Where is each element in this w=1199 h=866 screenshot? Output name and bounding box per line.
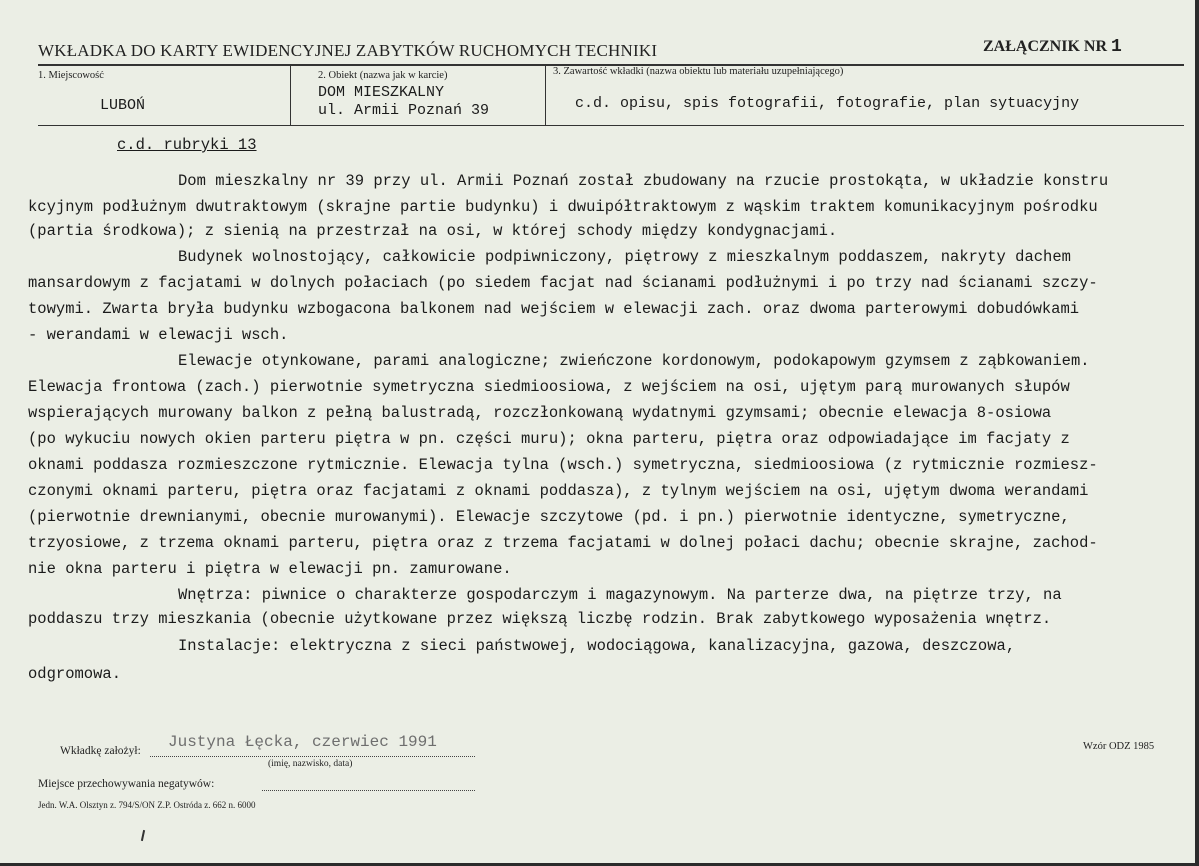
section-heading: c.d. rubryki 13	[117, 136, 257, 154]
form-reference: Wzór ODZ 1985	[1083, 741, 1155, 752]
body-line: oknami poddasza rozmieszczone rytmicznie. Elewacja tylna (wsch.) symetryczna, siedmioosiowa (z rytmicznie rozmiesz-	[28, 456, 1098, 474]
content-value: c.d. opisu, spis fotografii, fotografie, plan sytuacyjny	[575, 95, 1080, 112]
locality-label: 1. Miejscowość	[38, 70, 104, 81]
created-by-caption: (imię, nazwisko, data)	[268, 759, 353, 769]
body-line: towymi. Zwarta bryła budynku wzbogacona balkonem nad wejściem w elewacji zach. oraz dwoma parterowymi dobudówkami	[28, 300, 1080, 318]
body-line: mansardowym z facjatami w dolnych połaciach (po siedem facjat nad ścianami podłużnymi i po trzy nad ścianami szczy-	[28, 274, 1098, 292]
body-line: Dom mieszkalny nr 39 przy ul. Armii Poznań został zbudowany na rzucie prostokąta, w układzie konstru	[178, 172, 1109, 190]
body-line: nie okna parteru i piętra w elewacji pn. zamurowane.	[28, 560, 512, 578]
field-divider-2	[545, 66, 546, 125]
object-label: 2. Obiekt (nazwa jak w karcie)	[318, 70, 448, 81]
body-line: poddaszu trzy mieszkania (obecnie użytkowane przez większą liczbę rodzin. Brak zabytkowego wyposażenia wnętrz.	[28, 610, 1052, 628]
body-line: trzyosiowe, z trzema oknami parteru, piętra oraz z trzema facjatami w dolnej połaci dachu; obecnie skrajne, zachod-	[28, 534, 1098, 552]
object-value-line1: DOM MIESZKALNY	[318, 84, 445, 101]
print-info: Jedn. W.A. Olsztyn z. 794/S/ON Z.P. Ostróda z. 662 n. 6000	[38, 800, 256, 810]
body-line: Elewacja frontowa (zach.) pierwotnie symetryczna siedmioosiowa, z wejściem na osi, ujętym parą murowanych słupów	[28, 378, 1070, 396]
annex-label-text: ZAŁĄCZNIK NR	[983, 38, 1108, 55]
card-edge-right	[1195, 0, 1199, 866]
body-line: (partia środkowa); z sienią na przestrzał na osi, w której schody między kondygnacjami.	[28, 222, 838, 240]
annex-number: 1	[1111, 37, 1122, 57]
object-value-line2: ul. Armii Poznań 39	[318, 102, 490, 119]
body-line: (pierwotnie drewnianymi, obecnie murowanymi). Elewacje szczytowe (pd. i pn.) pierwotnie identyczne, symetryczne,	[28, 508, 1070, 526]
created-by-label: Wkładkę założył:	[60, 745, 141, 757]
body-line: Wnętrza: piwnice o charakterze gospodarczym i magazynowym. Na parterze dwa, na piętrze trzy, na	[178, 586, 1062, 604]
locality-value: LUBOŃ	[100, 97, 146, 114]
body-line: Elewacje otynkowane, parami analogiczne; zwieńczone kordonowym, podokapowym gzymsem z ząbkowaniem.	[178, 352, 1090, 370]
body-line: wspierających murowany balkon z pełną balustradą, rozczłonkowaną wydatnymi gzymsami; obecnie elewacja 8-osiowa	[28, 404, 1052, 422]
field-divider-1	[290, 66, 291, 125]
form-title: WKŁADKA DO KARTY EWIDENCYJNEJ ZABYTKÓW RUCHOMYCH TECHNIKI	[38, 41, 658, 60]
annex-label	[983, 37, 1122, 57]
created-by-value: Justyna Łęcka, czerwiec 1991	[168, 733, 437, 751]
header-bottom-rule	[38, 125, 1184, 126]
body-line: czonymi oknami parteru, piętra oraz facjatami z oknami poddasza), z tylnym wejściem na osi, ujętym dwoma werandami	[28, 482, 1089, 500]
body-line: Instalacje: elektryczna z sieci państwowej, wodociągowa, kanalizacyjna, gazowa, deszczowa,	[178, 637, 1016, 655]
body-line: Budynek wolnostojący, całkowicie podpiwniczony, piętrowy z mieszkalnym poddaszem, nakryty dachem	[178, 248, 1071, 266]
negatives-location-label: Miejsce przechowywania negatywów:	[38, 778, 215, 790]
body-line: kcyjnym podłużnym dwutraktowym (skrajne partie budynku) i dwuipółtraktowym z wąskim traktem komunikacyjnym pośrodku	[28, 198, 1098, 216]
pen-mark	[141, 830, 145, 841]
body-line: (po wykuciu nowych okien parteru piętra w pn. części muru); okna parteru, piętra oraz odpowiadające im facjaty z	[28, 430, 1070, 448]
body-line: - werandami w elewacji wsch.	[28, 326, 289, 344]
content-label: 3. Zawartość wkładki (nazwa obiektu lub materiału uzupełniającego)	[553, 66, 844, 77]
created-by-line	[150, 756, 475, 757]
body-line: odgromowa.	[28, 665, 122, 683]
negatives-location-line	[262, 790, 475, 791]
